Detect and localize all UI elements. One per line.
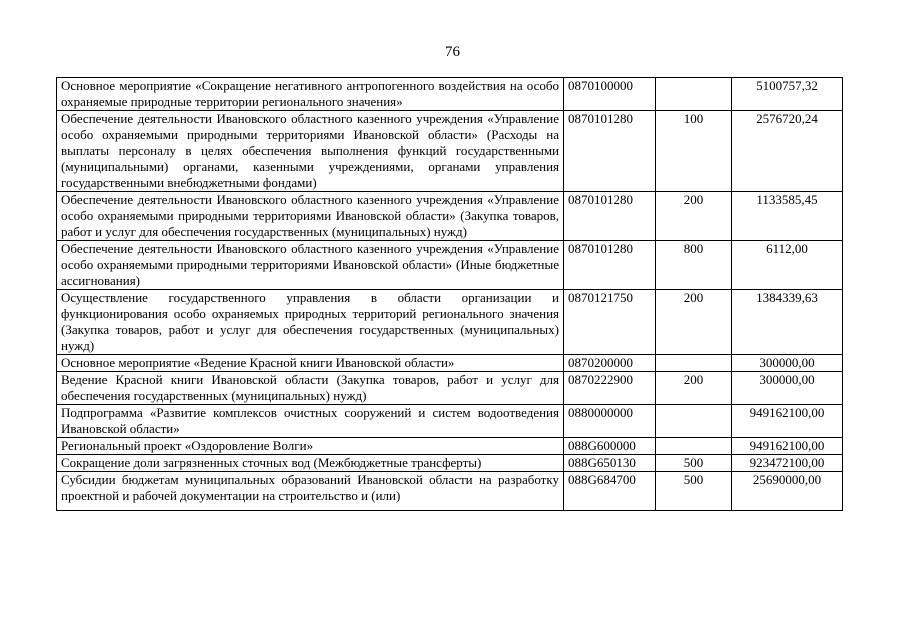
row-target-code: 0880000000: [564, 405, 656, 438]
table-row: [57, 405, 843, 438]
row-expense-type: 200: [656, 192, 732, 241]
row-description: Основное мероприятие «Сокращение негативного антропогенного воздействия на особо охраняемые природные территории регионального значения»: [57, 78, 564, 111]
row-amount: 300000,00: [732, 372, 843, 405]
table-row: [57, 192, 843, 241]
budget-table: [56, 77, 843, 511]
row-expense-type: 500: [656, 472, 732, 511]
row-description: Ведение Красной книги Ивановской области (Закупка товаров, работ и услуг для обеспечения государственных (муниципальных) нужд): [57, 372, 564, 405]
table-row: [57, 290, 843, 355]
row-target-code: 0870101280: [564, 192, 656, 241]
row-expense-type: [656, 405, 732, 438]
row-amount: 949162100,00: [732, 438, 843, 455]
row-expense-type: [656, 355, 732, 372]
table-row: [57, 241, 843, 290]
table-row: [57, 472, 843, 511]
row-amount: 5100757,32: [732, 78, 843, 111]
row-target-code: 088G650130: [564, 455, 656, 472]
table-row: [57, 372, 843, 405]
row-description: Сокращение доли загрязненных сточных вод (Межбюджетные трансферты): [57, 455, 564, 472]
table-row: [57, 111, 843, 192]
row-description: Обеспечение деятельности Ивановского областного казенного учреждения «Управление особо охраняемыми природными территориями Ивановской области» (Закупка товаров, работ и услуг для обеспечения государственных (муниципальных) нужд): [57, 192, 564, 241]
row-description: Подпрограмма «Развитие комплексов очистных сооружений и систем водоотведения Ивановской области»: [57, 405, 564, 438]
table-row: [57, 438, 843, 455]
row-expense-type: [656, 78, 732, 111]
row-expense-type: 100: [656, 111, 732, 192]
row-description: Обеспечение деятельности Ивановского областного казенного учреждения «Управление особо охраняемыми природными территориями Ивановской области» (Иные бюджетные ассигнования): [57, 241, 564, 290]
row-description: Осуществление государственного управления в области организации и функционирования особо охраняемых природных территорий регионального значения (Закупка товаров, работ и услуг для обеспечения государственных (муниципальных) нужд): [57, 290, 564, 355]
row-expense-type: 200: [656, 290, 732, 355]
table-row: [57, 455, 843, 472]
row-target-code: 0870101280: [564, 241, 656, 290]
table-row: [57, 78, 843, 111]
row-amount: 949162100,00: [732, 405, 843, 438]
row-amount: 2576720,24: [732, 111, 843, 192]
row-amount: 6112,00: [732, 241, 843, 290]
row-expense-type: [656, 438, 732, 455]
row-amount: 923472100,00: [732, 455, 843, 472]
row-target-code: 0870100000: [564, 78, 656, 111]
row-expense-type: 200: [656, 372, 732, 405]
row-description: Основное мероприятие «Ведение Красной книги Ивановской области»: [57, 355, 564, 372]
page-number: 76: [445, 44, 460, 60]
row-description: Региональный проект «Оздоровление Волги»: [57, 438, 564, 455]
row-target-code: 0870222900: [564, 372, 656, 405]
row-description: Обеспечение деятельности Ивановского областного казенного учреждения «Управление особо охраняемыми природными территориями Ивановской области» (Расходы на выплаты персоналу в целях обеспечения выполнения функций государственными (муниципальными) органами, казенными учреждениями, органами управления государственными внебюджетными фондами): [57, 111, 564, 192]
row-target-code: 0870121750: [564, 290, 656, 355]
row-expense-type: 500: [656, 455, 732, 472]
row-target-code: 088G684700: [564, 472, 656, 511]
row-description: Субсидии бюджетам муниципальных образований Ивановской области на разработку проектной и рабочей документации на строительство и (или): [57, 472, 564, 511]
table-row: [57, 355, 843, 372]
row-target-code: 0870101280: [564, 111, 656, 192]
row-target-code: 088G600000: [564, 438, 656, 455]
row-amount: 1384339,63: [732, 290, 843, 355]
row-target-code: 0870200000: [564, 355, 656, 372]
row-expense-type: 800: [656, 241, 732, 290]
row-amount: 1133585,45: [732, 192, 843, 241]
row-amount: 25690000,00: [732, 472, 843, 511]
row-amount: 300000,00: [732, 355, 843, 372]
